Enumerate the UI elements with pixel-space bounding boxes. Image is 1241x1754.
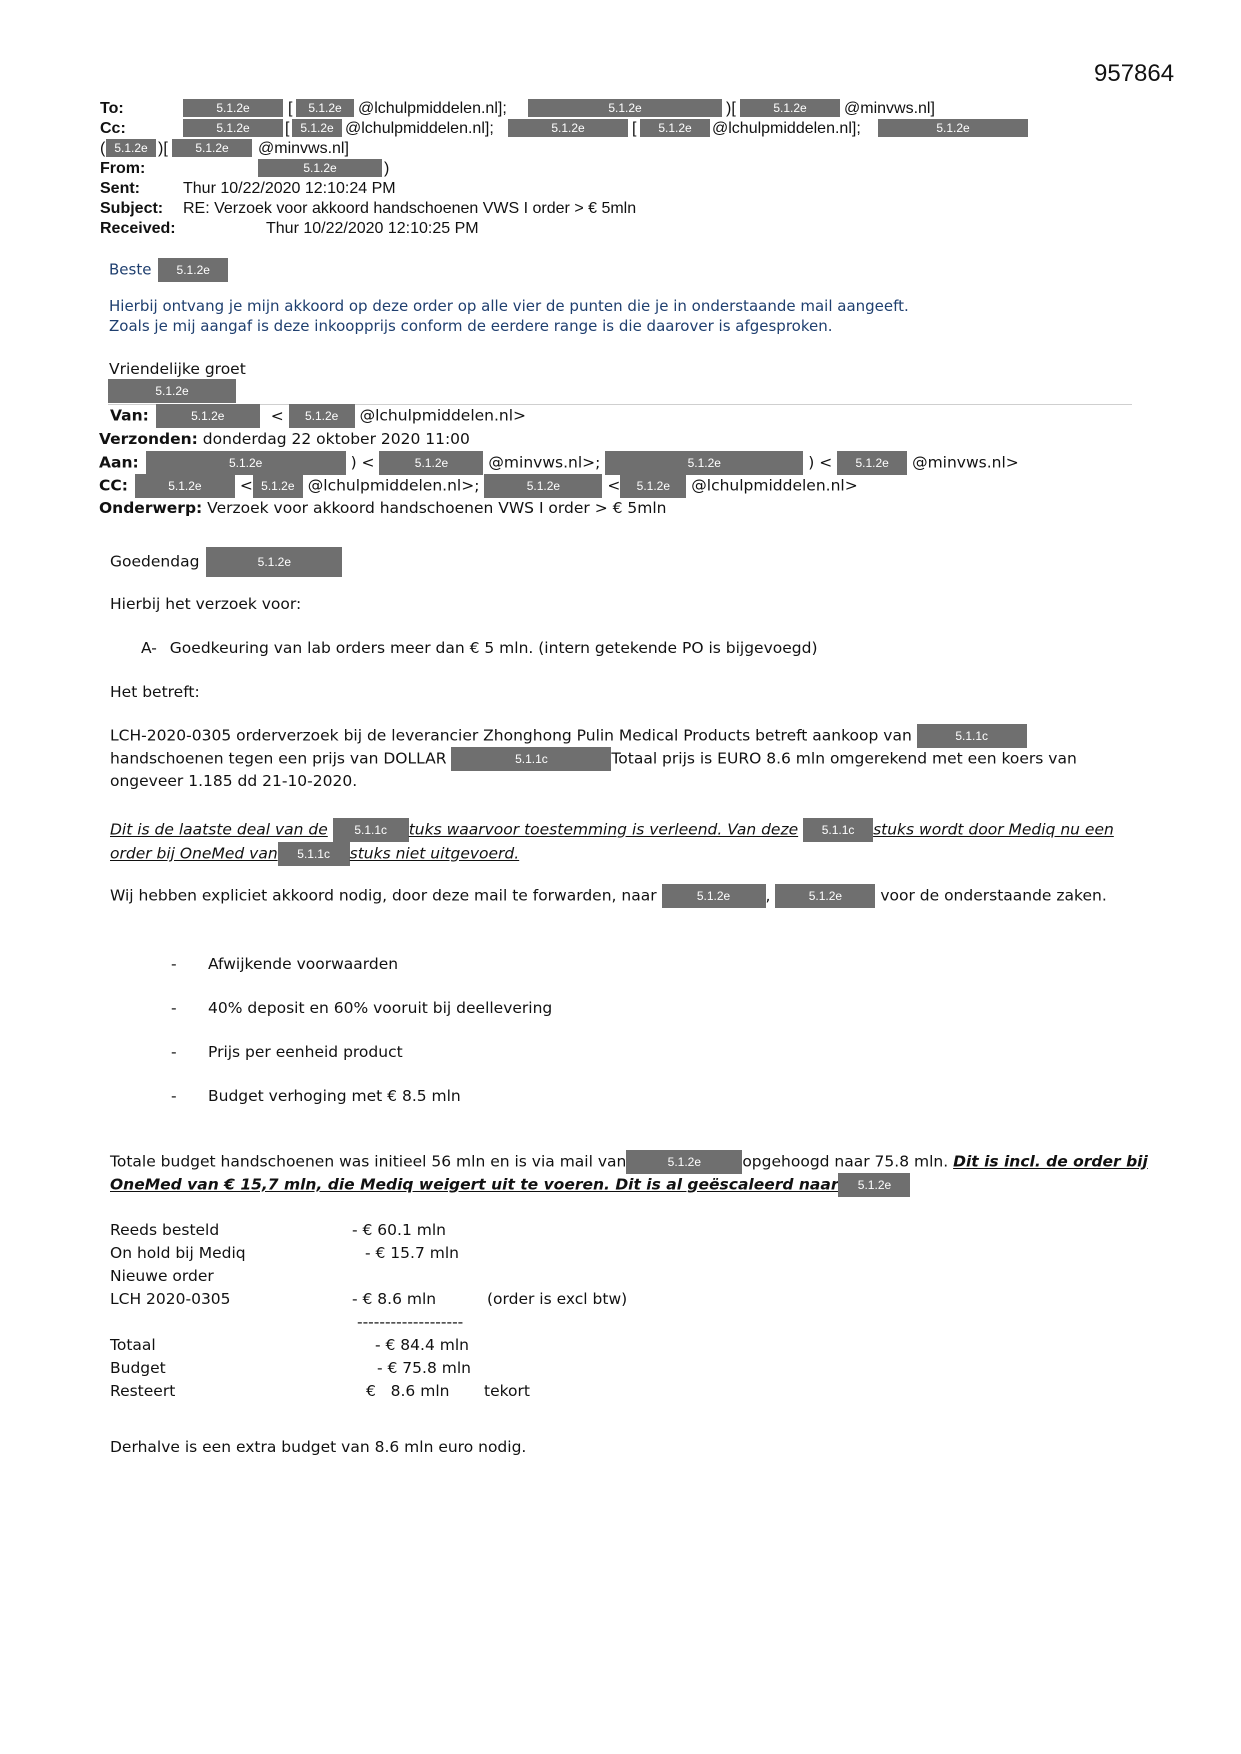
orig-cc-line: CC: 5.1.2e < 5.1.2e @lchulpmiddelen.nl>; 5.1.2e < 5.1.2e @lchulpmiddelen.nl> — [99, 474, 858, 498]
row-divider: ------------------- — [357, 1313, 464, 1331]
redaction: 5.1.2e — [626, 1150, 742, 1174]
sent-value: Thur 10/22/2020 12:10:24 PM — [183, 180, 396, 197]
redaction: 5.1.2e — [183, 99, 283, 117]
bullet-marker: - — [171, 955, 177, 973]
redaction: 5.1.2e — [108, 379, 236, 403]
redaction: 5.1.2e — [640, 119, 710, 137]
redaction: 5.1.2e — [775, 884, 875, 908]
para-4-text-d: OneMed van € 15,7 mln, die Mediq weigert uit te voeren. Dit is al geëscaleerd naar — [110, 1175, 839, 1194]
redaction: 5.1.2e — [662, 884, 766, 908]
from-label: From: — [100, 160, 146, 177]
document-number: 957864 — [1094, 60, 1175, 87]
header-cc-line-2: ( 5.1.2e )[ 5.1.2e @minvws.nl] — [100, 140, 349, 157]
redaction: 5.1.2e — [289, 404, 355, 428]
para-3-text-a: Wij hebben expliciet akkoord nodig, door deze mail te forwarden, naar — [110, 886, 657, 905]
table-row — [110, 1242, 459, 1265]
redaction: 5.1.2e — [146, 451, 346, 475]
row-label: Nieuwe order — [110, 1267, 214, 1285]
onderwerp-value: Verzoek voor akkoord handschoenen VWS I order > € 5mln — [207, 499, 667, 517]
para-4-text-c: Dit is incl. de order bij — [953, 1152, 1148, 1171]
para-4-text-b: opgehoogd naar 75.8 mln. — [742, 1152, 949, 1171]
to-label: To: — [100, 100, 124, 117]
verzonden-value: donderdag 22 oktober 2020 11:00 — [202, 430, 470, 448]
row-value: - € 84.4 mln — [375, 1336, 469, 1354]
bullet-marker: - — [171, 1043, 177, 1061]
item-a-text: Goedkeuring van lab orders meer dan € 5 mln. (intern getekende PO is bijgevoegd) — [169, 639, 818, 657]
redaction: 5.1.2e — [172, 139, 252, 157]
header-to-line: To: 5.1.2e [ 5.1.2e @lchulpmiddelen.nl]; 5.1.2e )[ 5.1.2e @minvws.nl] — [100, 100, 935, 117]
para-2-text-c: stuks wordt door Mediq nu een — [873, 820, 1114, 839]
redaction: 5.1.2e — [106, 139, 156, 157]
row-value: - € 60.1 mln — [352, 1221, 446, 1239]
orig-aan-line: Aan: 5.1.2e ) < 5.1.2e @minvws.nl>; 5.1.2e ) < 5.1.2e @minvws.nl> — [99, 451, 1019, 475]
aan-domain-2: @minvws.nl> — [912, 453, 1019, 472]
bullet-marker: - — [171, 1087, 177, 1105]
redaction: 5.1.2e — [156, 404, 260, 428]
redaction: 5.1.2e — [528, 99, 722, 117]
header-sent-line — [100, 179, 396, 199]
reply-closing: Vriendelijke groet — [109, 360, 246, 378]
redaction: 5.1.2e — [183, 119, 283, 137]
row-label: Resteert — [110, 1382, 176, 1400]
row-note: tekort — [484, 1382, 530, 1400]
reply-signature — [108, 379, 236, 403]
reply-line-1: Hierbij ontvang je mijn akkoord op deze order op alle vier de punten die je in onderstaande mail aangeeft. — [109, 297, 909, 315]
redaction: 5.1.2e — [135, 474, 235, 498]
body-closing: Derhalve is een extra budget van 8.6 mln euro nodig. — [110, 1438, 527, 1456]
cc-domain-1: @lchulpmiddelen.nl]; — [345, 120, 494, 137]
redaction: 5.1.2e — [206, 547, 342, 577]
header-received-line — [100, 219, 479, 239]
budget-table — [110, 1219, 628, 1403]
bullet-item — [171, 1041, 403, 1063]
item-a — [141, 637, 818, 659]
redaction: 5.1.2e — [258, 159, 382, 177]
table-row — [110, 1334, 469, 1357]
para-3-text-c: voor de onderstaande zaken. — [880, 886, 1107, 905]
para-1-line-2 — [110, 747, 1077, 771]
redaction: 5.1.2e — [379, 451, 483, 475]
orig-onderwerp-line — [99, 497, 667, 519]
table-row — [110, 1288, 628, 1311]
row-note: (order is excl btw) — [487, 1290, 628, 1308]
received-label: Received: — [100, 220, 176, 237]
subject-label: Subject: — [100, 200, 164, 217]
para-4-text-a: Totale budget handschoenen was initieel 56 mln en is via mail van — [110, 1152, 627, 1171]
row-value: - € 8.6 mln — [352, 1290, 437, 1308]
cc-label: Cc: — [100, 120, 126, 137]
subject-value: RE: Verzoek voor akkoord handschoenen VWS I order > € 5mln — [183, 200, 637, 217]
orig-cc-domain-2: @lchulpmiddelen.nl> — [691, 476, 858, 495]
received-value: Thur 10/22/2020 12:10:25 PM — [266, 220, 479, 237]
row-label: Totaal — [110, 1336, 156, 1354]
redaction: 5.1.1c — [333, 818, 409, 842]
row-value: € 8.6 mln — [366, 1382, 450, 1400]
header-cc-line: Cc: 5.1.2e [ 5.1.2e @lchulpmiddelen.nl]; 5.1.2e [ 5.1.2e @lchulpmiddelen.nl]; 5.1.2e — [100, 119, 126, 139]
bullet-text: Budget verhoging met € 8.5 mln — [208, 1087, 461, 1105]
van-domain: @lchulpmiddelen.nl> — [359, 406, 527, 425]
para-1-text-b: handschoenen tegen een prijs van DOLLAR — [110, 749, 447, 768]
reply-greeting: Beste — [109, 260, 152, 279]
table-row — [110, 1265, 246, 1288]
header-subject-line — [100, 199, 637, 219]
table-row — [110, 1357, 471, 1380]
to-domain-2: @minvws.nl] — [844, 100, 935, 117]
orig-van-line: Van: 5.1.2e < 5.1.2e @lchulpmiddelen.nl> — [110, 404, 526, 428]
para-3-text-b: , — [765, 886, 771, 905]
van-label: Van: — [110, 406, 149, 425]
row-label: LCH 2020-0305 — [110, 1290, 231, 1308]
row-value: - € 75.8 mln — [377, 1359, 471, 1377]
row-label: Budget — [110, 1359, 166, 1377]
bullet-marker: - — [171, 999, 177, 1017]
para-2-text-a: Dit is de laatste deal van de — [110, 820, 328, 839]
para-1-line-3: ongeveer 1.185 dd 21-10-2020. — [110, 772, 358, 790]
redaction: 5.1.2e — [605, 451, 803, 475]
redaction: 5.1.1c — [451, 747, 611, 771]
sent-label: Sent: — [100, 180, 140, 197]
redaction: 5.1.1c — [803, 818, 873, 842]
to-domain-1: @lchulpmiddelen.nl]; — [358, 100, 507, 117]
redaction: 5.1.1c — [278, 842, 350, 866]
aan-domain-1: @minvws.nl>; — [488, 453, 601, 472]
row-label: On hold bij Mediq — [110, 1244, 246, 1262]
redaction: 5.1.2e — [837, 451, 907, 475]
para-2-line-2 — [110, 842, 519, 866]
bullet-item — [171, 1085, 461, 1107]
item-a-marker: A- — [141, 639, 157, 657]
redaction: 5.1.2e — [158, 258, 228, 282]
onderwerp-label: Onderwerp: — [99, 499, 203, 517]
para-1-text-a: LCH-2020-0305 orderverzoek bij de leverancier Zhonghong Pulin Medical Products betreft aankoop van — [110, 726, 912, 745]
verzonden-label: Verzonden: — [99, 430, 198, 448]
redaction: 5.1.2e — [838, 1173, 910, 1197]
cc-domain-3: @minvws.nl] — [258, 140, 349, 157]
bullet-item — [171, 997, 553, 1019]
redaction: 5.1.2e — [296, 99, 354, 117]
row-value: - € 15.7 mln — [365, 1244, 459, 1262]
orig-cc-label: CC: — [99, 476, 128, 495]
table-row — [110, 1380, 530, 1403]
para-4-line-2 — [110, 1173, 910, 1197]
redaction: 5.1.2e — [484, 474, 602, 498]
request-intro: Hierbij het verzoek voor: — [110, 595, 302, 613]
bullet-text: Afwijkende voorwaarden — [208, 955, 399, 973]
table-row — [110, 1311, 464, 1334]
row-label: Reeds besteld — [110, 1221, 220, 1239]
bullet-text: 40% deposit en 60% vooruit bij deellevering — [208, 999, 553, 1017]
redaction: 5.1.2e — [878, 119, 1028, 137]
redaction: 5.1.2e — [740, 99, 840, 117]
para-2-text-e: stuks niet uitgevoerd. — [349, 844, 520, 863]
redaction: 5.1.2e — [620, 474, 686, 498]
orig-cc-domain-1: @lchulpmiddelen.nl>; — [307, 476, 480, 495]
cc-domain-2: @lchulpmiddelen.nl]; — [712, 120, 861, 137]
reply-line-2: Zoals je mij aangaf is deze inkoopprijs conform de eerdere range is die daarover is afgesproken. — [109, 317, 833, 335]
table-row — [110, 1219, 446, 1242]
redaction: 5.1.2e — [292, 119, 342, 137]
redaction: 5.1.1c — [917, 724, 1027, 748]
aan-label: Aan: — [99, 453, 139, 472]
redaction: 5.1.2e — [253, 474, 303, 498]
orig-verzonden-line — [99, 428, 470, 450]
para-2-text-b: tuks waarvoor toestemming is verleend. Van deze — [408, 820, 799, 839]
para-2-line-1 — [110, 818, 1114, 842]
para-2-text-d: order bij OneMed van — [110, 844, 278, 863]
para-3 — [110, 884, 1107, 908]
redaction: 5.1.2e — [508, 119, 628, 137]
para-1-line-1 — [110, 724, 1027, 748]
betreft-label: Het betreft: — [110, 683, 200, 701]
body-greeting: Goedendag — [110, 552, 200, 571]
header-from-line: From: 5.1.2e ) — [100, 160, 390, 177]
para-1-text-c: Totaal prijs is EURO 8.6 mln omgerekend met een koers van — [611, 749, 1077, 768]
bullet-item — [171, 953, 399, 975]
para-4-line-1 — [110, 1150, 1148, 1174]
body-greeting-line — [110, 547, 342, 577]
bullet-text: Prijs per eenheid product — [208, 1043, 403, 1061]
reply-greeting-line — [109, 258, 228, 282]
